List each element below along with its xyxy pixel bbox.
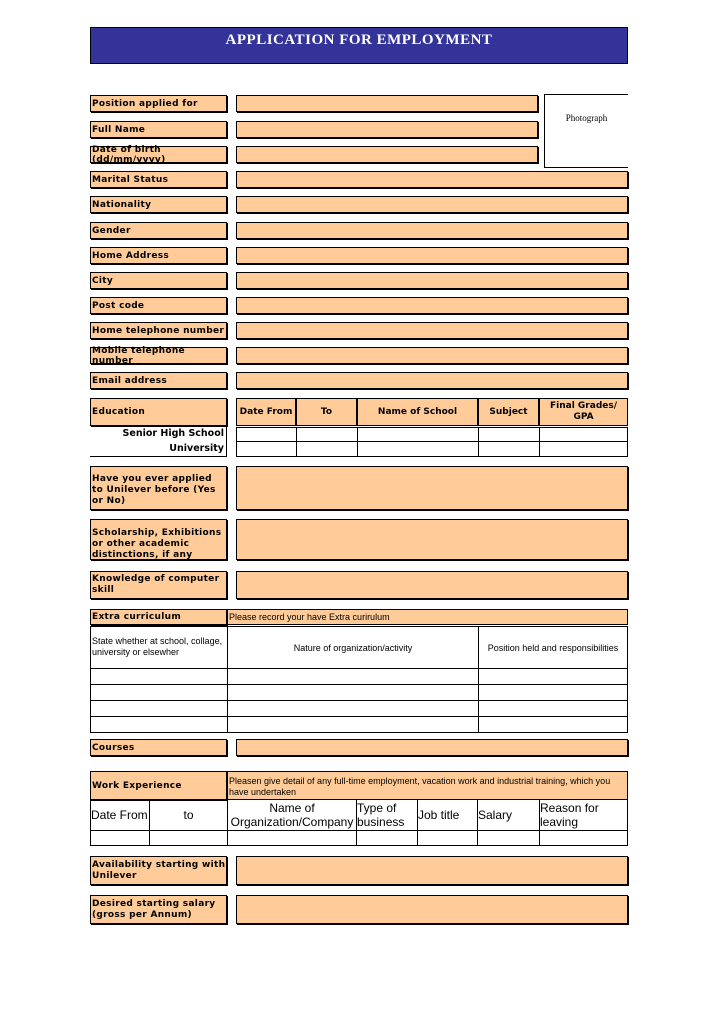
work-col-business: Type of business [356, 799, 418, 831]
work-r1-salary[interactable] [477, 830, 540, 846]
input-position[interactable] [236, 95, 538, 112]
edu-row-university: University [90, 441, 227, 457]
label-work-experience: Work Experience [90, 771, 227, 800]
edu-shs-subject[interactable] [478, 427, 540, 442]
extra-r3-place[interactable] [90, 700, 228, 717]
label-education: Education [90, 398, 227, 426]
label-address: Home Address [90, 247, 227, 264]
work-col-date-from: Date From [90, 799, 150, 831]
extra-note: Please record your have Extra curirulum [227, 609, 628, 625]
work-col-reason: Reason for leaving [539, 799, 628, 831]
input-gender[interactable] [236, 222, 628, 239]
work-r1-business[interactable] [356, 830, 418, 846]
work-r1-to[interactable] [149, 830, 228, 846]
extra-col-position: Position held and responsibilities [478, 626, 628, 669]
label-computer-skill: Knowledge of computer skill [90, 571, 227, 599]
edu-uni-grades[interactable] [539, 441, 628, 457]
label-extra-curriculum: Extra curriculum [90, 609, 227, 625]
input-address[interactable] [236, 247, 628, 264]
edu-uni-subject[interactable] [478, 441, 540, 457]
edu-uni-to[interactable] [296, 441, 358, 457]
label-email: Email address [90, 372, 227, 389]
input-city[interactable] [236, 272, 628, 289]
label-nationality: Nationality [90, 196, 227, 213]
form-title: APPLICATION FOR EMPLOYMENT [90, 27, 628, 64]
input-nationality[interactable] [236, 196, 628, 213]
input-applied-before[interactable] [236, 466, 628, 510]
extra-r2-position[interactable] [478, 684, 628, 701]
label-home-phone: Home telephone number [90, 322, 227, 339]
input-availability[interactable] [236, 856, 628, 885]
label-mobile-phone: Mobile telephone number [90, 347, 227, 364]
work-r1-reason[interactable] [539, 830, 628, 846]
work-r1-from[interactable] [90, 830, 150, 846]
label-city: City [90, 272, 227, 289]
label-dob: Date of birth (dd/mm/yyyy) [90, 146, 227, 163]
edu-shs-school[interactable] [357, 427, 479, 442]
edu-shs-from[interactable] [236, 427, 297, 442]
extra-r1-nature[interactable] [227, 668, 479, 685]
edu-uni-from[interactable] [236, 441, 297, 457]
label-full-name: Full Name [90, 121, 227, 138]
work-note: Pleasen give detail of any full-time employment, vacation work and industrial training, which you have undertaken [227, 771, 628, 800]
label-gender: Gender [90, 222, 227, 239]
input-home-phone[interactable] [236, 322, 628, 339]
input-courses[interactable] [236, 739, 628, 756]
input-desired-salary[interactable] [236, 895, 628, 924]
extra-r3-position[interactable] [478, 700, 628, 717]
extra-r1-position[interactable] [478, 668, 628, 685]
input-scholarship[interactable] [236, 519, 628, 560]
edu-row-shs: Senior High School [90, 427, 227, 442]
label-courses: Courses [90, 739, 227, 756]
extra-r2-place[interactable] [90, 684, 228, 701]
label-postcode: Post code [90, 297, 227, 314]
work-col-organization: Name of Organization/Company [227, 799, 357, 831]
input-mobile-phone[interactable] [236, 347, 628, 364]
extra-r4-position[interactable] [478, 716, 628, 733]
edu-col-date-from: Date From [236, 398, 296, 426]
extra-r2-nature[interactable] [227, 684, 479, 701]
label-availability: Availability starting with Unilever [90, 856, 227, 885]
label-marital: Marital Status [90, 171, 227, 188]
input-marital[interactable] [236, 171, 628, 188]
work-r1-organization[interactable] [227, 830, 357, 846]
edu-uni-school[interactable] [357, 441, 479, 457]
edu-col-grades: Final Grades/ GPA [539, 398, 628, 426]
work-col-salary: Salary [477, 799, 540, 831]
extra-r4-nature[interactable] [227, 716, 479, 733]
work-col-job-title: Job title [417, 799, 478, 831]
input-computer-skill[interactable] [236, 571, 628, 599]
label-desired-salary: Desired starting salary (gross per Annum) [90, 895, 227, 924]
edu-shs-to[interactable] [296, 427, 358, 442]
label-applied-before: Have you ever applied to Unilever before (Yes or No) [90, 466, 227, 510]
work-r1-job-title[interactable] [417, 830, 478, 846]
edu-shs-grades[interactable] [539, 427, 628, 442]
label-scholarship: Scholarship, Exhibitions or other academic distinctions, if any [90, 519, 227, 560]
work-col-to: to [149, 799, 228, 831]
input-dob[interactable] [236, 146, 538, 163]
edu-col-subject: Subject [478, 398, 539, 426]
extra-col-nature: Nature of organization/activity [227, 626, 479, 669]
edu-col-to: To [296, 398, 357, 426]
extra-col-place: State whether at school, collage, university or elsewher [90, 626, 228, 669]
extra-r3-nature[interactable] [227, 700, 479, 717]
extra-r4-place[interactable] [90, 716, 228, 733]
label-position: Position applied for [90, 95, 227, 112]
photo-label: Photograph [565, 113, 608, 123]
extra-r1-place[interactable] [90, 668, 228, 685]
edu-col-school: Name of School [357, 398, 478, 426]
photo-box[interactable] [544, 94, 628, 168]
input-full-name[interactable] [236, 121, 538, 138]
input-postcode[interactable] [236, 297, 628, 314]
input-email[interactable] [236, 372, 628, 389]
